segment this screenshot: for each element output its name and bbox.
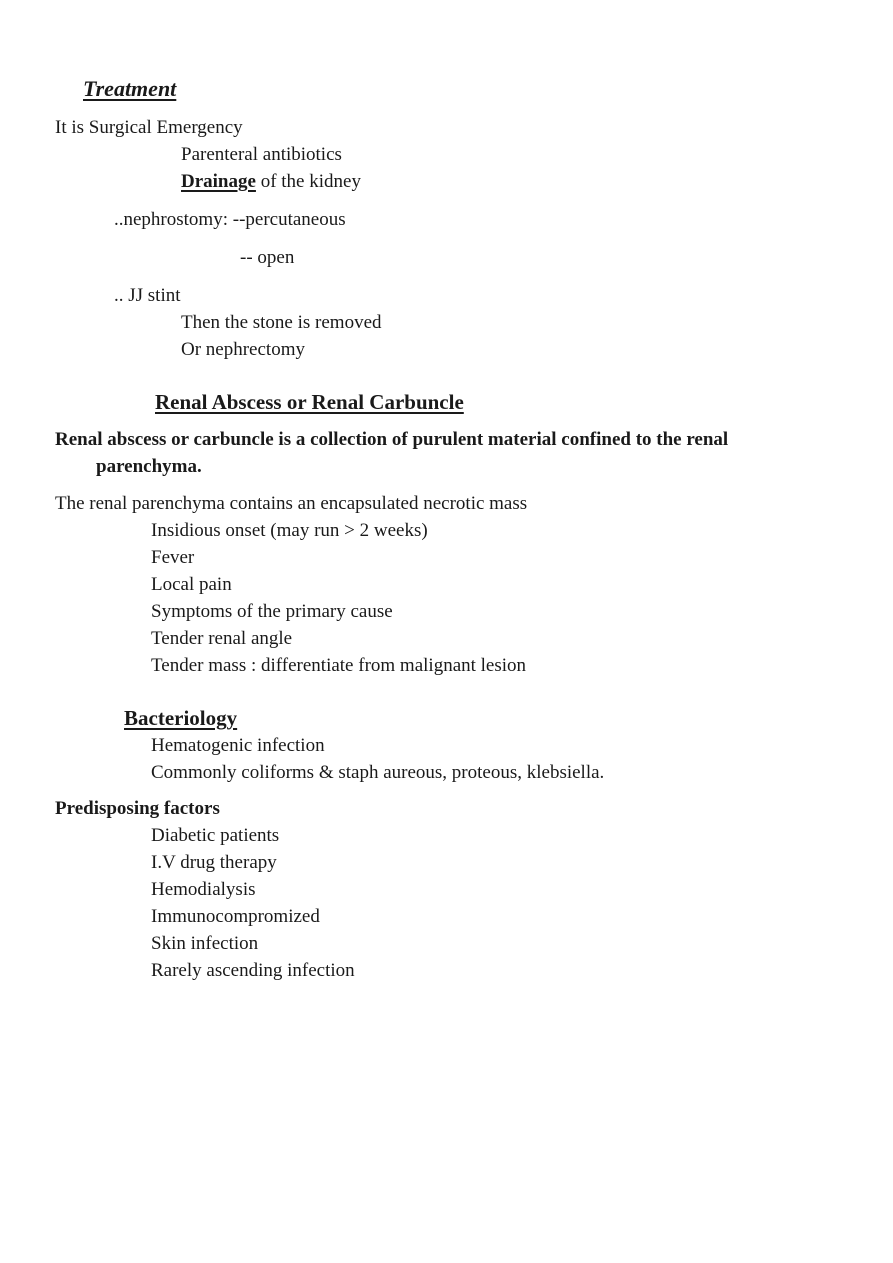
feature-item: Tender renal angle bbox=[151, 628, 293, 649]
bacteriology-heading: Bacteriology bbox=[124, 706, 238, 730]
bacteriology-item: Hematogenic infection bbox=[151, 735, 325, 756]
drainage-word: Drainage bbox=[181, 171, 256, 192]
abscess-description: The renal parenchyma contains an encapsulated necrotic mass bbox=[55, 493, 528, 514]
predisposing-item: I.V drug therapy bbox=[151, 852, 277, 873]
predisposing-item: Skin infection bbox=[151, 933, 259, 954]
predisposing-heading: Predisposing factors bbox=[55, 798, 220, 819]
jj-stint: .. JJ stint bbox=[114, 285, 181, 306]
nephrostomy-open: -- open bbox=[240, 247, 295, 268]
definition-line-2: parenchyma. bbox=[96, 456, 202, 477]
feature-item: Symptoms of the primary cause bbox=[151, 601, 393, 622]
predisposing-item: Immunocompromized bbox=[151, 906, 320, 927]
definition-line-1: Renal abscess or carbuncle is a collection of purulent material confined to the renal bbox=[55, 429, 729, 450]
treatment-after-step: Then the stone is removed bbox=[181, 312, 382, 333]
predisposing-item: Rarely ascending infection bbox=[151, 960, 355, 981]
feature-item: Insidious onset (may run > 2 weeks) bbox=[151, 520, 428, 541]
treatment-after-step: Or nephrectomy bbox=[181, 339, 305, 360]
drainage-rest: of the kidney bbox=[255, 171, 361, 192]
nephrostomy-label: ..nephrostomy: --percutaneous bbox=[114, 209, 346, 230]
predisposing-item: Diabetic patients bbox=[151, 825, 280, 846]
renal-abscess-heading: Renal Abscess or Renal Carbuncle bbox=[155, 390, 464, 414]
feature-item: Local pain bbox=[151, 574, 232, 595]
feature-item: Fever bbox=[151, 547, 195, 568]
feature-item: Tender mass : differentiate from malignant lesion bbox=[151, 655, 527, 676]
treatment-heading: Treatment bbox=[83, 76, 177, 101]
treatment-step: Parenteral antibiotics bbox=[181, 144, 342, 165]
predisposing-item: Hemodialysis bbox=[151, 879, 256, 900]
treatment-intro: It is Surgical Emergency bbox=[55, 117, 243, 138]
treatment-drainage-line bbox=[181, 171, 361, 193]
bacteriology-item: Commonly coliforms & staph aureous, proteous, klebsiella. bbox=[151, 762, 605, 783]
